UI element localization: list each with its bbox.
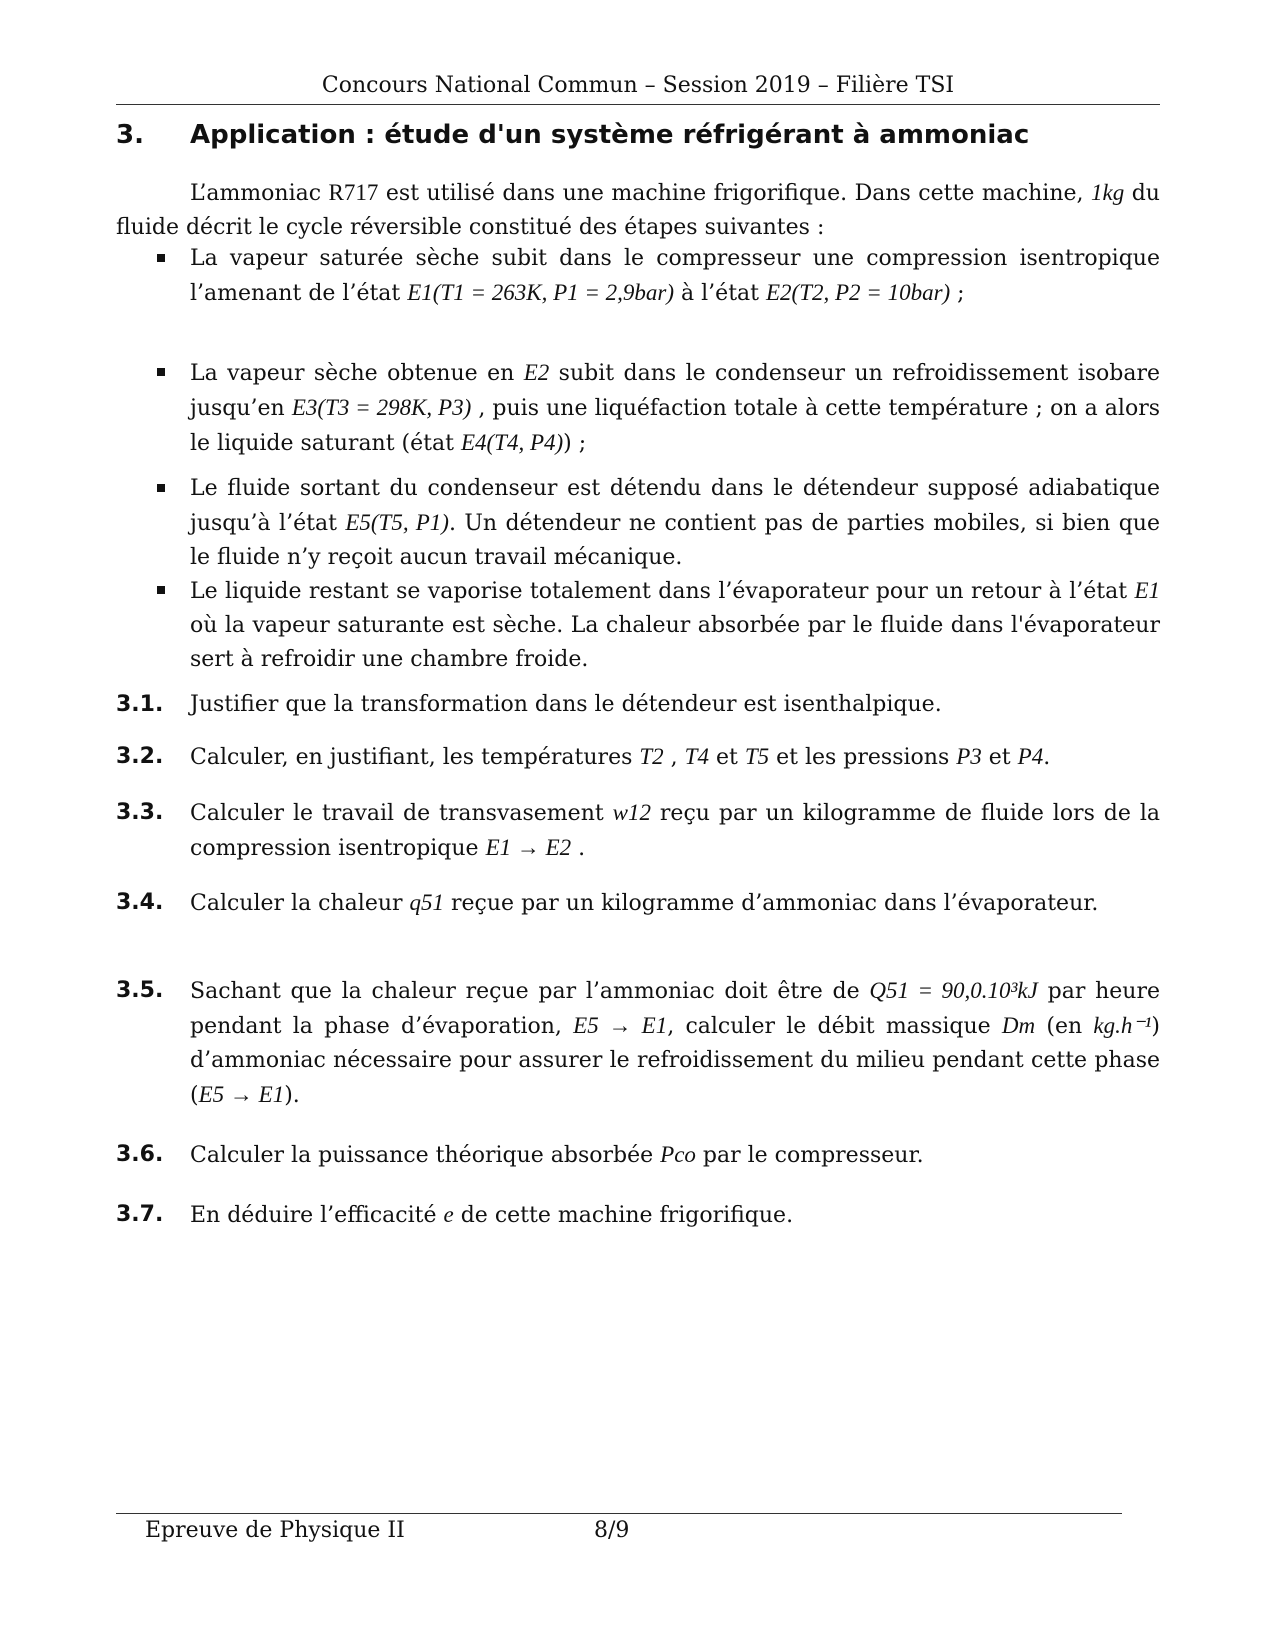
bullet-square-icon <box>157 586 165 594</box>
formula-state-e2: E2(T2, P2 = 10bar) <box>766 280 951 305</box>
question-text <box>190 796 1160 866</box>
bullet-text: . Un détendeur ne contient pas de parties mobiles, si bien que le fluide n’y reçoit aucun travail mécanique. <box>190 511 1160 570</box>
question-3-2 <box>116 740 1160 775</box>
formula-state-e5: E5(T5, P1) <box>345 510 449 535</box>
bullet-text: La vapeur saturée sèche subit dans le compresseur une compression isentropique l’amenant de l’état <box>190 246 1160 306</box>
formula-w12: w12 <box>612 800 651 825</box>
list-item-condensation <box>190 356 1160 461</box>
formula-dm: Dm <box>1001 1013 1036 1038</box>
section-number: 3. <box>116 120 144 150</box>
formula-e1-to-e2: E1 → E2 <box>485 835 572 860</box>
bullet-text: à l’état <box>674 281 766 306</box>
formula-e: e <box>443 1202 454 1227</box>
bullet-text: où la vapeur saturante est sèche. La chaleur absorbée par le fluide dans l'évaporateur sert à refroidir une chambre froide. <box>190 613 1160 672</box>
question-text <box>190 688 1160 722</box>
footer-divider <box>116 1513 1122 1514</box>
question-text <box>190 1138 1160 1173</box>
formula-state-e4: E4(T4, P4) <box>460 430 564 455</box>
bullet-text: subit dans le condenseur un refroidissement isobare jusqu’en <box>190 361 1161 421</box>
question-3-7 <box>116 1198 1160 1233</box>
question-3-6 <box>116 1138 1160 1173</box>
formula-e5-to-e1: E5 → E1 <box>573 1013 668 1038</box>
formula-t2: T2 <box>639 744 664 769</box>
question-number: 3.3. <box>116 800 164 825</box>
intro-text-3: du fluide décrit le cycle réversible constitué des étapes suivantes : <box>116 181 1160 240</box>
question-text-part: Calculer le travail de transvasement <box>190 801 613 826</box>
question-text-part: Justifier que la transformation dans le détendeur est isenthalpique. <box>190 692 942 717</box>
question-text <box>190 886 1160 921</box>
formula-e5-to-e1-phase: E5 → E1 <box>198 1082 285 1107</box>
question-text-part: . <box>571 836 586 861</box>
question-text-part: , <box>663 745 685 770</box>
bullet-text: Le liquide restant se vaporise totalement dans l’évaporateur pour un retour à l’état <box>190 579 1135 604</box>
question-text-part: et <box>981 745 1018 770</box>
question-text-part: , calculer le débit massique <box>667 1014 1002 1039</box>
question-number: 3.6. <box>116 1142 164 1167</box>
question-3-4 <box>116 886 1160 921</box>
question-text-part: reçu par un kilogramme de fluide lors de la compression isentropique <box>190 801 1160 861</box>
formula-e2: E2 <box>523 360 550 385</box>
bullet-text: , puis une liquéfaction totale à cette température ; on a alors le liquide saturant (état <box>190 396 1161 456</box>
page-header: Concours National Commun – Session 2019 – Filière TSI <box>321 73 955 98</box>
question-3-5 <box>116 974 1160 1113</box>
formula-r717: R717 <box>328 180 379 205</box>
bullet-square-icon <box>157 254 165 262</box>
question-text-part: Calculer la chaleur <box>190 891 410 916</box>
bullet-square-icon <box>157 368 165 376</box>
bullet-text: ) ; <box>563 431 587 456</box>
formula-p3: P3 <box>956 744 982 769</box>
intro-text-2: est utilisé dans une machine frigorifique. Dans cette machine, <box>378 181 1092 206</box>
list-item-expansion <box>190 472 1160 575</box>
formula-pco: Pco <box>660 1142 696 1167</box>
question-text-part: (en <box>1035 1014 1094 1039</box>
question-text-part: et <box>708 745 745 770</box>
formula-q51-value: Q51 = 90,0.10³kJ <box>869 978 1038 1003</box>
section-title: Application : étude d'un système réfrigérant à ammoniac <box>190 120 1030 150</box>
section-heading <box>116 118 1176 152</box>
intro-text-1: L’ammoniac <box>190 181 329 206</box>
formula-p4: P4 <box>1017 744 1044 769</box>
question-text-part: . <box>1043 745 1051 770</box>
question-text-part: Calculer la puissance théorique absorbée <box>190 1143 661 1168</box>
list-item-evaporation <box>190 574 1160 677</box>
question-text-part: et les pressions <box>769 745 957 770</box>
question-text-part: reçue par un kilogramme d’ammoniac dans l’évaporateur. <box>444 891 1099 916</box>
question-text-part: Sachant que la chaleur reçue par l’ammoniac doit être de <box>190 979 870 1004</box>
question-text-part: En déduire l’efficacité <box>190 1203 444 1228</box>
bullet-text: La vapeur sèche obtenue en <box>190 361 524 386</box>
formula-1kg: 1kg <box>1091 180 1125 205</box>
formula-state-e1: E1(T1 = 263K, P1 = 2,9bar) <box>407 280 675 305</box>
list-item-compression <box>190 242 1160 311</box>
question-3-1 <box>116 688 1160 722</box>
question-text-part: ). <box>284 1083 300 1108</box>
intro-paragraph <box>116 176 1160 245</box>
question-text-part: Calculer, en justifiant, les températures <box>190 745 640 770</box>
question-text-part: de cette machine frigorifique. <box>453 1203 794 1228</box>
bullet-text: ; <box>950 281 965 306</box>
question-text <box>190 740 1160 775</box>
formula-e1: E1 <box>1134 578 1160 603</box>
page-number: 8/9 <box>594 1518 630 1543</box>
question-text-part: par le compresseur. <box>695 1143 924 1168</box>
question-number: 3.4. <box>116 890 164 915</box>
question-number: 3.1. <box>116 692 164 717</box>
formula-t5: T5 <box>744 744 770 769</box>
question-number: 3.7. <box>116 1202 164 1227</box>
formula-t4: T4 <box>684 744 709 769</box>
formula-q51: q51 <box>409 890 445 915</box>
question-text <box>190 974 1160 1113</box>
formula-unit-kg-per-h: kg.h⁻¹ <box>1093 1013 1152 1038</box>
formula-state-e3: E3(T3 = 298K, P3) <box>291 395 472 420</box>
bullet-text: Le fluide sortant du condenseur est détendu dans le détendeur supposé adiabatique jusqu’à l’état <box>190 476 1160 536</box>
question-3-3 <box>116 796 1160 866</box>
question-text-part: ) d’ammoniac nécessaire pour assurer le refroidissement du milieu pendant cette phase ( <box>190 1014 1160 1108</box>
header-divider <box>116 104 1160 105</box>
question-number: 3.2. <box>116 744 164 769</box>
question-text-part: par heure pendant la phase d’évaporation, <box>190 979 1160 1039</box>
bullet-square-icon <box>157 484 165 492</box>
question-text <box>190 1198 1160 1233</box>
question-number: 3.5. <box>116 978 164 1003</box>
footer-exam-title: Epreuve de Physique II <box>145 1518 405 1543</box>
